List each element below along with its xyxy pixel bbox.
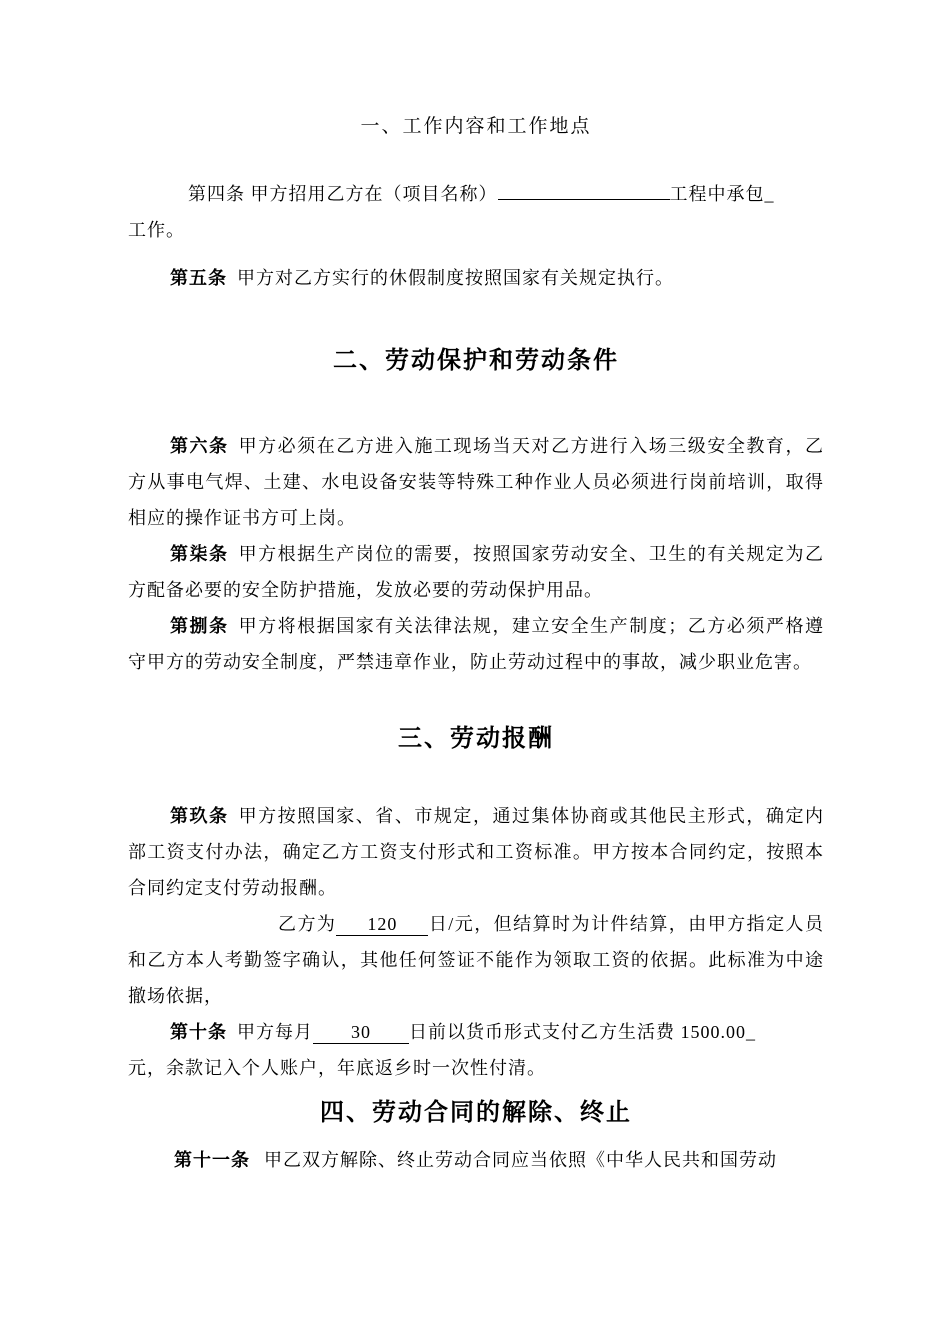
article-9-paragraph bbox=[128, 798, 824, 906]
section-2-heading: 二、劳动保护和劳动条件 bbox=[333, 347, 619, 374]
article-5-label: 第五条 bbox=[170, 268, 227, 288]
section-1-title: 一、工作内容和工作地点 bbox=[360, 116, 592, 137]
article-7-paragraph bbox=[128, 536, 824, 608]
article-10-label: 第十条 bbox=[170, 1022, 227, 1042]
article-4-after-blank: 工程中承包_ bbox=[669, 184, 775, 204]
article-10-line2: 元，余款记入个人账户，年底返乡时一次性付清。 bbox=[128, 1058, 546, 1078]
article-7-text: 甲方根据生产岗位的需要，按照国家劳动安全、卫生的有关规定为乙方配备必要的安全防护措施，发放必要的劳动保护用品。 bbox=[128, 544, 824, 600]
article-8-paragraph bbox=[128, 608, 824, 680]
article-9-text: 甲方按照国家、省、市规定，通过集体协商或其他民主形式，确定内部工资支付办法，确定乙方工资支付形式和工资标准。甲方按本合同约定，按照本合同约定支付劳动报酬。 bbox=[128, 806, 824, 898]
article-6-paragraph bbox=[128, 428, 824, 536]
rate-after-blank: 日/元，但结算时为计件结算，由甲方指定人员和乙方本人考勤签字确认，其他任何签证不能作为领取工资的依据。此标准为中途撤场依据， bbox=[128, 914, 824, 1006]
payment-day-blank: 30 bbox=[313, 1021, 409, 1044]
project-name-blank bbox=[498, 199, 670, 200]
daily-rate-blank: 120 bbox=[336, 913, 428, 936]
article-10-paragraph bbox=[128, 1014, 824, 1086]
article-4-line2: 工作。 bbox=[128, 220, 185, 240]
section-4-heading: 四、劳动合同的解除、终止 bbox=[320, 1099, 632, 1126]
article-4-lead: 第四条 甲方招用乙方在（项目名称） bbox=[188, 184, 498, 204]
article-9-rate-paragraph bbox=[128, 906, 824, 1014]
article-10-before-blank: 甲方每月 bbox=[237, 1022, 313, 1042]
article-8-text: 甲方将根据国家有关法律法规，建立安全生产制度；乙方必须严格遵守甲方的劳动安全制度，严禁违章作业，防止劳动过程中的事故，减少职业危害。 bbox=[128, 616, 824, 672]
article-5-text: 甲方对乙方实行的休假制度按照国家有关规定执行。 bbox=[237, 268, 674, 288]
article-8-label: 第捌条 bbox=[170, 616, 229, 636]
article-6-text: 甲方必须在乙方进入施工现场当天对乙方进行入场三级安全教育，乙方从事电气焊、土建、水电设备安装等特殊工种作业人员必须进行岗前培训，取得相应的操作证书方可上岗。 bbox=[128, 436, 824, 528]
rate-lead: 乙方为 bbox=[278, 914, 337, 934]
article-7-label: 第柒条 bbox=[170, 544, 229, 564]
article-11-label: 第十一条 bbox=[174, 1150, 250, 1170]
article-11-text: 甲乙双方解除、终止劳动合同应当依照《中华人民共和国劳动 bbox=[264, 1150, 777, 1170]
article-6-label: 第六条 bbox=[170, 436, 229, 456]
article-10-after-blank: 日前以货币形式支付乙方生活费 1500.00_ bbox=[409, 1022, 756, 1042]
article-4-paragraph bbox=[128, 176, 824, 248]
article-11-paragraph bbox=[128, 1142, 824, 1178]
article-5-paragraph bbox=[128, 260, 824, 296]
section-3-heading: 三、劳动报酬 bbox=[398, 725, 554, 752]
article-9-label: 第玖条 bbox=[170, 806, 229, 826]
